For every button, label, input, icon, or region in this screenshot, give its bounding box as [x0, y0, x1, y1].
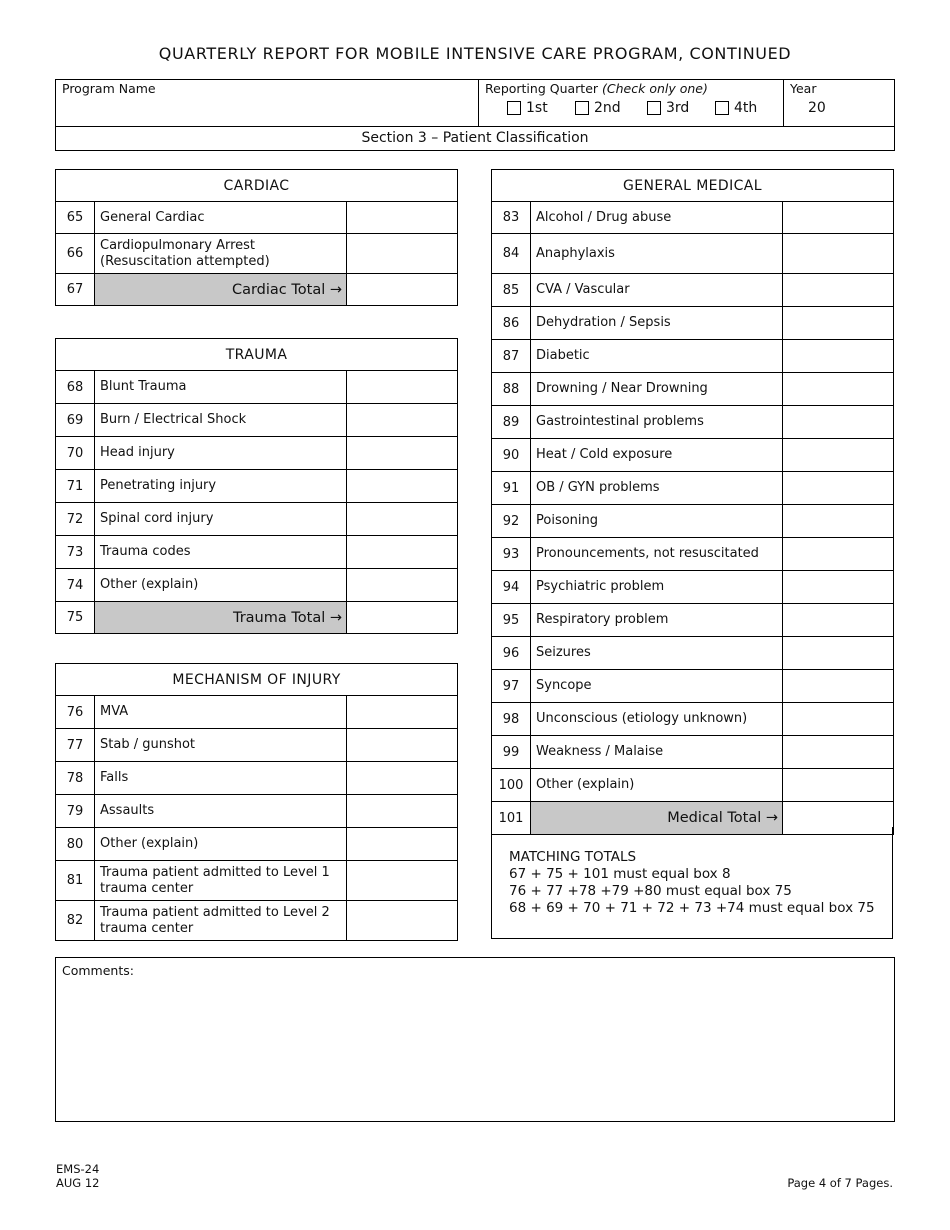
cardiac-total-input[interactable] — [347, 274, 458, 306]
count-input[interactable] — [783, 703, 894, 736]
row-label: Drowning / Near Drowning — [531, 373, 783, 406]
general-medical-table — [491, 169, 894, 835]
count-input[interactable] — [347, 371, 458, 404]
row-number: 78 — [56, 762, 95, 795]
table-row — [56, 602, 458, 634]
row-number: 94 — [492, 571, 531, 604]
count-input[interactable] — [347, 729, 458, 762]
count-input[interactable] — [347, 202, 458, 234]
table-row — [492, 202, 894, 234]
count-input[interactable] — [347, 503, 458, 536]
count-input[interactable] — [783, 340, 894, 373]
row-number: 88 — [492, 373, 531, 406]
table-row — [492, 373, 894, 406]
table-row — [492, 472, 894, 505]
row-label: General Cardiac — [95, 202, 347, 234]
program-name-field[interactable] — [56, 80, 479, 126]
count-input[interactable] — [783, 234, 894, 274]
cardiac-table — [55, 169, 458, 306]
medical-total-label: Medical Total → — [531, 802, 783, 835]
table-row — [56, 901, 458, 941]
count-input[interactable] — [783, 637, 894, 670]
count-input[interactable] — [783, 736, 894, 769]
row-number: 73 — [56, 536, 95, 569]
row-number: 91 — [492, 472, 531, 505]
matching-totals-heading: MATCHING TOTALS — [509, 849, 637, 865]
row-label: Unconscious (etiology unknown) — [531, 703, 783, 736]
count-input[interactable] — [783, 406, 894, 439]
table-row — [492, 703, 894, 736]
table-row — [492, 604, 894, 637]
count-input[interactable] — [347, 569, 458, 602]
page-number: Page 4 of 7 Pages. — [787, 1176, 893, 1190]
reporting-quarter-field — [479, 80, 784, 126]
count-input[interactable] — [783, 202, 894, 234]
count-input[interactable] — [347, 795, 458, 828]
trauma-heading: TRAUMA — [56, 339, 458, 371]
checkbox-icon — [647, 101, 661, 115]
count-input[interactable] — [783, 604, 894, 637]
row-number: 75 — [56, 602, 95, 634]
row-label: CVA / Vascular — [531, 274, 783, 307]
row-number: 92 — [492, 505, 531, 538]
table-row — [56, 536, 458, 569]
matching-rule: 76 + 77 +78 +79 +80 must equal box 75 — [509, 883, 792, 899]
row-label: Syncope — [531, 670, 783, 703]
count-input[interactable] — [347, 901, 458, 941]
count-input[interactable] — [783, 538, 894, 571]
count-input[interactable] — [347, 696, 458, 729]
row-label: Cardiopulmonary Arrest (Resuscitation attempted) — [95, 234, 347, 274]
row-number: 68 — [56, 371, 95, 404]
row-number: 85 — [492, 274, 531, 307]
row-label: Poisoning — [531, 505, 783, 538]
checkbox-icon — [575, 101, 589, 115]
count-input[interactable] — [347, 437, 458, 470]
row-label: Anaphylaxis — [531, 234, 783, 274]
row-label: Trauma patient admitted to Level 1 trauma center — [95, 861, 347, 901]
comments-label: Comments: — [62, 963, 134, 978]
count-input[interactable] — [347, 861, 458, 901]
row-number: 70 — [56, 437, 95, 470]
row-label: OB / GYN problems — [531, 472, 783, 505]
count-input[interactable] — [783, 769, 894, 802]
table-row — [492, 538, 894, 571]
table-row — [492, 340, 894, 373]
quarter-1st-checkbox[interactable]: 1st — [507, 100, 548, 116]
row-label: Pronouncements, not resuscitated — [531, 538, 783, 571]
row-label: Seizures — [531, 637, 783, 670]
table-row — [492, 670, 894, 703]
row-label: Gastrointestinal problems — [531, 406, 783, 439]
table-row — [492, 234, 894, 274]
row-label: Alcohol / Drug abuse — [531, 202, 783, 234]
row-label: Stab / gunshot — [95, 729, 347, 762]
row-label: Blunt Trauma — [95, 371, 347, 404]
table-row — [56, 404, 458, 437]
row-number: 95 — [492, 604, 531, 637]
matching-rule: 67 + 75 + 101 must equal box 8 — [509, 866, 731, 882]
row-number: 97 — [492, 670, 531, 703]
row-number: 82 — [56, 901, 95, 941]
count-input[interactable] — [783, 472, 894, 505]
quarter-3rd-checkbox[interactable]: 3rd — [647, 100, 689, 116]
row-number: 84 — [492, 234, 531, 274]
table-row — [492, 736, 894, 769]
report-header — [55, 79, 895, 151]
row-label: Respiratory problem — [531, 604, 783, 637]
row-number: 79 — [56, 795, 95, 828]
row-number: 77 — [56, 729, 95, 762]
count-input[interactable] — [783, 307, 894, 340]
table-row — [56, 503, 458, 536]
table-row — [492, 307, 894, 340]
row-number: 87 — [492, 340, 531, 373]
matching-rule: 68 + 69 + 70 + 71 + 72 + 73 +74 must equal box 75 — [509, 900, 875, 916]
table-row — [56, 234, 458, 274]
row-label: Other (explain) — [95, 828, 347, 861]
quarter-2nd-checkbox[interactable]: 2nd — [575, 100, 621, 116]
trauma-total-label: Trauma Total → — [95, 602, 347, 634]
row-number: 98 — [492, 703, 531, 736]
row-number: 101 — [492, 802, 531, 835]
count-input[interactable] — [347, 234, 458, 274]
row-label: Other (explain) — [531, 769, 783, 802]
row-label: Dehydration / Sepsis — [531, 307, 783, 340]
row-number: 99 — [492, 736, 531, 769]
row-number: 86 — [492, 307, 531, 340]
row-number: 72 — [56, 503, 95, 536]
matching-totals-text — [509, 849, 875, 917]
row-label: Head injury — [95, 437, 347, 470]
form-id: EMS-24 AUG 12 — [56, 1162, 100, 1190]
row-number: 96 — [492, 637, 531, 670]
row-label: Spinal cord injury — [95, 503, 347, 536]
table-row — [56, 202, 458, 234]
trauma-table — [55, 338, 458, 634]
matching-totals-box — [491, 827, 893, 939]
row-number: 80 — [56, 828, 95, 861]
count-input[interactable] — [347, 536, 458, 569]
mechanism-heading: MECHANISM OF INJURY — [56, 664, 458, 696]
table-row — [56, 828, 458, 861]
row-label: Falls — [95, 762, 347, 795]
count-input[interactable] — [783, 373, 894, 406]
year-prefix: 20 — [808, 100, 826, 116]
row-label: Trauma patient admitted to Level 2 trauma center — [95, 901, 347, 941]
row-number: 74 — [56, 569, 95, 602]
count-input[interactable] — [783, 670, 894, 703]
reporting-quarter-label: Reporting Quarter (Check only one) — [485, 81, 708, 96]
row-label: Assaults — [95, 795, 347, 828]
row-number: 83 — [492, 202, 531, 234]
checkbox-icon — [507, 101, 521, 115]
table-row — [56, 762, 458, 795]
trauma-total-input[interactable] — [347, 602, 458, 634]
table-row — [492, 439, 894, 472]
row-label: Other (explain) — [95, 569, 347, 602]
table-row — [492, 769, 894, 802]
row-number: 66 — [56, 234, 95, 274]
table-row — [492, 505, 894, 538]
table-row — [56, 274, 458, 306]
general-medical-heading: GENERAL MEDICAL — [492, 170, 894, 202]
row-number: 65 — [56, 202, 95, 234]
row-label: Burn / Electrical Shock — [95, 404, 347, 437]
count-input[interactable] — [783, 571, 894, 604]
checkbox-icon — [715, 101, 729, 115]
page-title: QUARTERLY REPORT FOR MOBILE INTENSIVE CARE PROGRAM, CONTINUED — [158, 44, 792, 63]
row-label: Weakness / Malaise — [531, 736, 783, 769]
count-input[interactable] — [783, 274, 894, 307]
table-row — [56, 371, 458, 404]
table-row — [56, 437, 458, 470]
row-label: Heat / Cold exposure — [531, 439, 783, 472]
mechanism-table — [55, 663, 458, 941]
count-input[interactable] — [347, 404, 458, 437]
row-number: 69 — [56, 404, 95, 437]
row-number: 67 — [56, 274, 95, 306]
count-input[interactable] — [347, 470, 458, 503]
table-row — [56, 696, 458, 729]
row-label: Penetrating injury — [95, 470, 347, 503]
row-number: 90 — [492, 439, 531, 472]
count-input[interactable] — [783, 439, 894, 472]
count-input[interactable] — [783, 505, 894, 538]
program-name-label: Program Name — [62, 81, 156, 96]
comments-field[interactable] — [55, 957, 895, 1122]
table-row — [492, 571, 894, 604]
section-title: Section 3 – Patient Classification — [56, 126, 894, 151]
row-label: Trauma codes — [95, 536, 347, 569]
table-row — [56, 861, 458, 901]
year-field[interactable] — [784, 80, 894, 126]
cardiac-heading: CARDIAC — [56, 170, 458, 202]
cardiac-total-label: Cardiac Total → — [95, 274, 347, 306]
count-input[interactable] — [347, 828, 458, 861]
row-number: 76 — [56, 696, 95, 729]
row-number: 100 — [492, 769, 531, 802]
year-label: Year — [790, 81, 817, 96]
table-row — [492, 637, 894, 670]
row-label: MVA — [95, 696, 347, 729]
row-number: 81 — [56, 861, 95, 901]
row-number: 71 — [56, 470, 95, 503]
row-number: 89 — [492, 406, 531, 439]
quarter-4th-checkbox[interactable]: 4th — [715, 100, 757, 116]
table-row — [492, 406, 894, 439]
row-label: Diabetic — [531, 340, 783, 373]
table-row — [492, 274, 894, 307]
row-number: 93 — [492, 538, 531, 571]
table-row — [56, 470, 458, 503]
table-row — [56, 795, 458, 828]
count-input[interactable] — [347, 762, 458, 795]
table-row — [56, 729, 458, 762]
row-label: Psychiatric problem — [531, 571, 783, 604]
table-row — [56, 569, 458, 602]
